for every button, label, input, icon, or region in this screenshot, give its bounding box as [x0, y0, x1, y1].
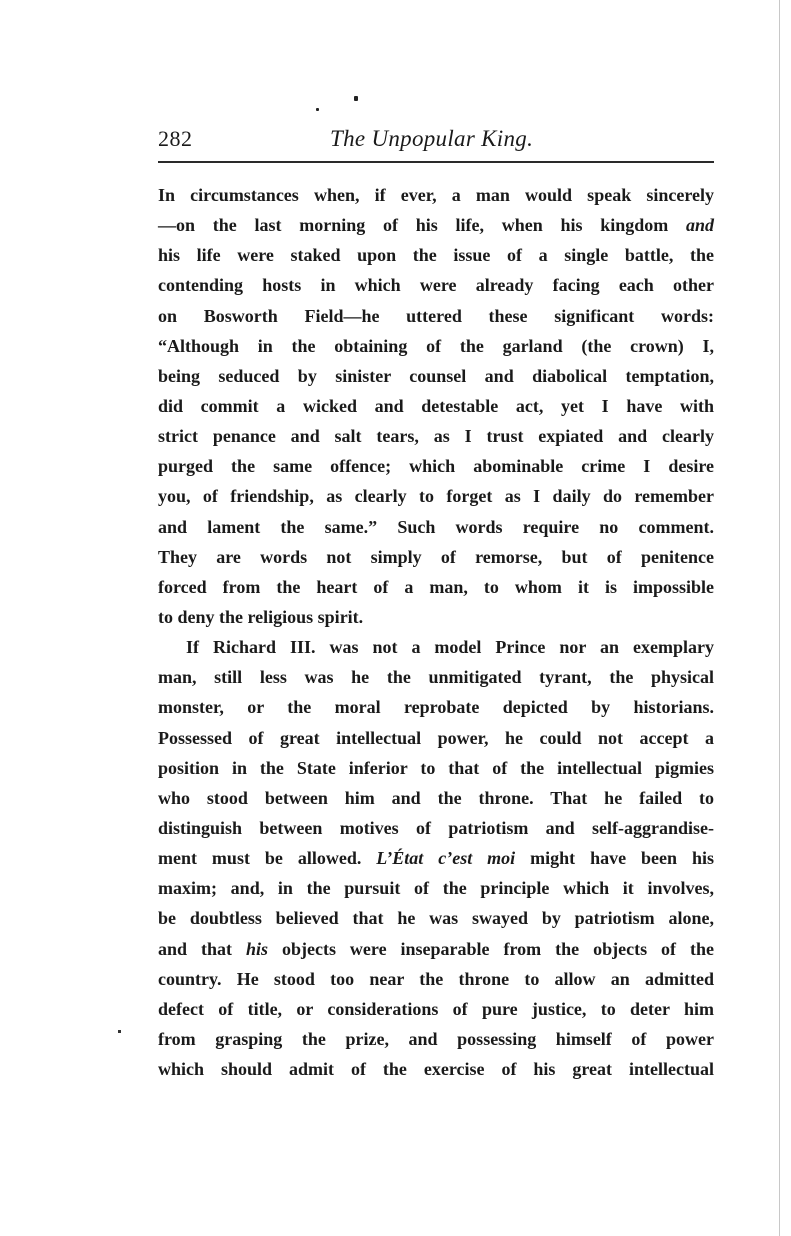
- text-line: man, still less was he the unmitigated tyrant, the physical: [158, 667, 714, 688]
- text-line: his life were staked upon the issue of a single battle, the: [158, 245, 714, 266]
- text-line: forced from the heart of a man, to whom it is impossible: [158, 576, 714, 597]
- text-line: They are words not simply of remorse, but of penitence: [158, 546, 714, 567]
- page-edge-line: [779, 0, 780, 1236]
- text-line: ment must be allowed. L’État c’est moi might have been his: [158, 848, 714, 869]
- text-line: monster, or the moral reprobate depicted by historians.: [158, 697, 714, 718]
- italic-text: L’État c’est moi: [376, 848, 516, 869]
- text-line: you, of friendship, as clearly to forget as I daily do remember: [158, 486, 714, 507]
- text-line: Possessed of great intellectual power, he could not accept a: [158, 727, 714, 748]
- italic-text: his: [245, 938, 268, 959]
- text-line: strict penance and salt tears, as I trust expiated and clearly: [158, 426, 714, 447]
- margin-mark: [118, 1030, 121, 1033]
- text-line: which should admit of the exercise of his great intellectual: [158, 1059, 714, 1080]
- text-line: on Bosworth Field—he uttered these significant words:: [158, 305, 714, 326]
- text-line: purged the same offence; which abominable crime I desire: [158, 456, 714, 477]
- text-line: to deny the religious spirit.: [158, 606, 364, 627]
- paragraph-1: [158, 180, 714, 632]
- text-line: contending hosts in which were already facing each other: [158, 275, 714, 296]
- text-line: being seduced by sinister counsel and diabolical temptation,: [158, 365, 714, 386]
- text-line: distinguish between motives of patriotism and self-aggrandise-: [158, 817, 714, 838]
- text-line: and lament the same.” Such words require no comment.: [158, 516, 714, 537]
- text-line: who stood between him and the throne. That he failed to: [158, 787, 714, 808]
- text-line: from grasping the prize, and possessing himself of power: [158, 1028, 714, 1049]
- body-text: [158, 180, 714, 1084]
- header-rule: [158, 161, 714, 163]
- text-line: position in the State inferior to that of the intellectual pigmies: [158, 757, 714, 778]
- text-line: “Although in the obtaining of the garland (the crown) I,: [158, 335, 714, 356]
- text-line: did commit a wicked and detestable act, yet I have with: [158, 395, 714, 416]
- page-number: 282: [158, 126, 193, 151]
- text-line: In circumstances when, if ever, a man would speak sincerely: [158, 185, 714, 205]
- paragraph-2: [158, 632, 714, 1084]
- text-line: —on the last morning of his life, when his kingdom and: [158, 215, 714, 236]
- ink-speck: [354, 96, 358, 101]
- text-line: and that his objects were inseparable from the objects of the: [158, 938, 714, 959]
- text-line: maxim; and, in the pursuit of the principle which it involves,: [158, 878, 714, 899]
- text-line: If Richard III. was not a model Prince nor an exemplary: [186, 637, 714, 658]
- text-line: be doubtless believed that he was swayed by patriotism alone,: [158, 908, 714, 929]
- running-head: The Unpopular King.: [330, 126, 534, 151]
- page-header: [158, 124, 714, 156]
- text-line: country. He stood too near the throne to allow an admitted: [158, 968, 714, 989]
- ink-speck: [316, 108, 319, 111]
- text-line: defect of title, or considerations of pure justice, to deter him: [158, 998, 714, 1019]
- italic-text: and: [685, 215, 714, 236]
